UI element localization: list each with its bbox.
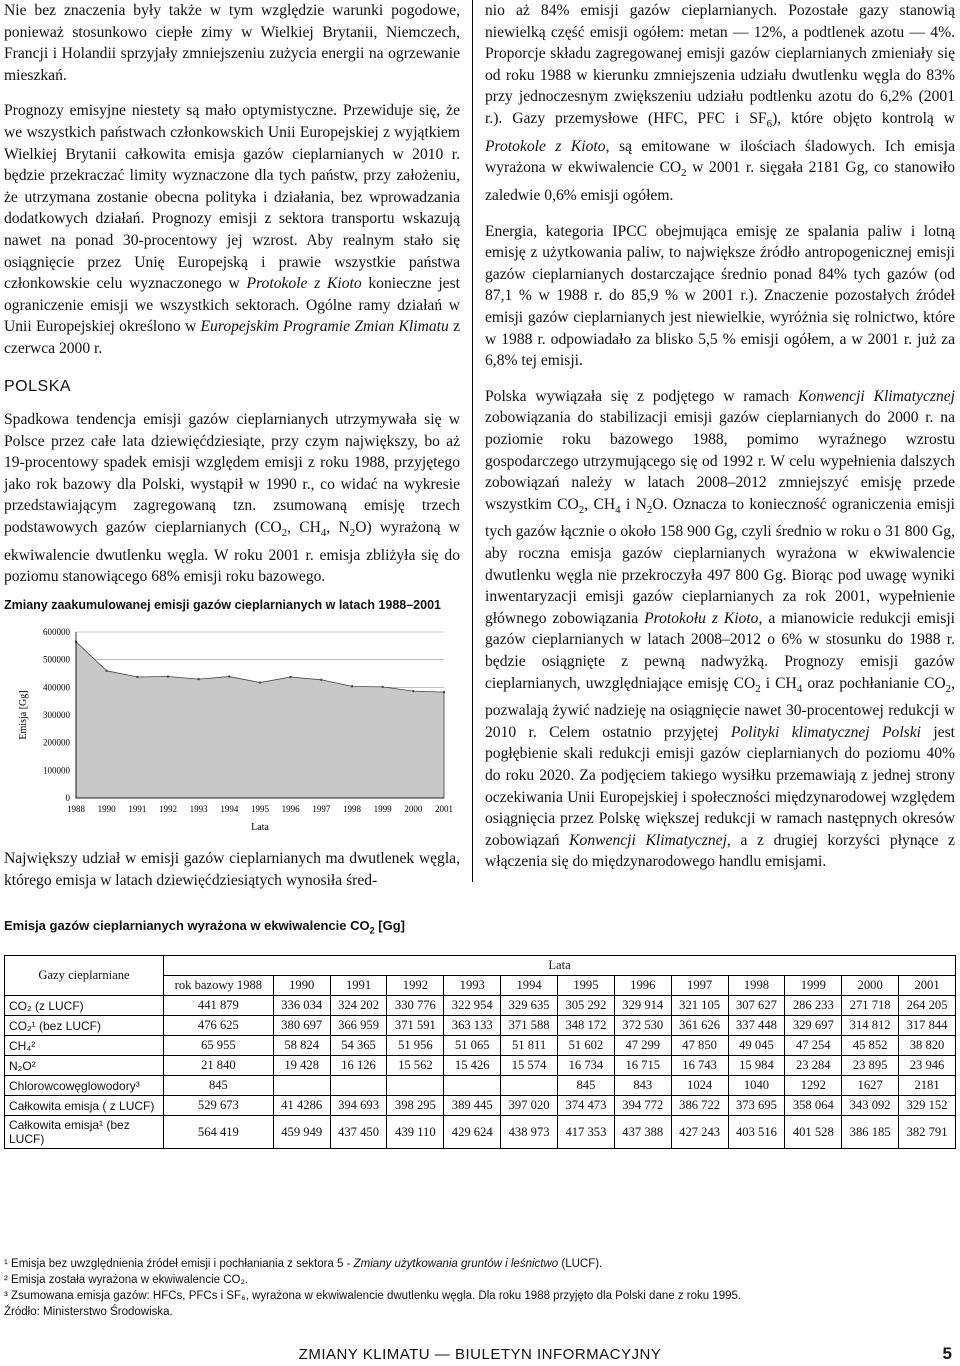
year-header: 1994	[501, 976, 558, 996]
text-italic: Zmiany użytkowania gruntów i leśnictwo	[353, 1258, 559, 1270]
table-cell: 329 697	[785, 1016, 842, 1036]
table-cell: 380 697	[273, 1016, 330, 1036]
table-cell: 51 602	[558, 1036, 615, 1056]
table-cell: 329 914	[614, 996, 671, 1016]
row-label: Całkowita emisja¹ (bez LUCF)	[5, 1116, 164, 1149]
table-cell: 324 202	[330, 996, 387, 1016]
chart-title: Zmiany zaakumulowanej emisji gazów cieplarnianych w latach 1988–2001	[4, 598, 441, 612]
table-cell: 401 528	[785, 1116, 842, 1149]
year-header: 2001	[899, 976, 956, 996]
table-cell: 439 110	[387, 1116, 444, 1149]
text: O. Oznacza to konieczność ograniczenia emisji tych gazów łącznie o około 158 900 Gg, czyli średnio w roku o 31 800 Gg, aby roczna emisja gazów cieplarnianych wyrażona w ekwiwalencie dwutlenku węgla nie przekroczyła 497 800 Gg. Biorąc pod uwagę wyniki inwentaryzacji emisji gazów cieplarnianych za rok 2001, wypełnienie głównego zobowiązania	[485, 495, 955, 627]
table-cell: 358 064	[785, 1096, 842, 1116]
table-cell: 264 205	[899, 996, 956, 1016]
row-label: CO₂¹ (bez LUCF)	[5, 1016, 164, 1036]
table-cell: 374 473	[558, 1096, 615, 1116]
subscript: 2	[681, 167, 687, 180]
table-cell: 843	[614, 1076, 671, 1096]
table-title	[4, 918, 405, 936]
table-cell: 845	[164, 1076, 274, 1096]
y-tick-label: 400000	[43, 682, 70, 693]
table-cell: 322 954	[444, 996, 501, 1016]
table-cell: 363 133	[444, 1016, 501, 1036]
data-point	[381, 686, 383, 688]
text: (LUCF).	[558, 1258, 603, 1270]
table-cell: 23 946	[899, 1056, 956, 1076]
x-tick-label: 1992	[159, 804, 177, 814]
table-cell: 437 388	[614, 1116, 671, 1149]
table-cell: 438 973	[501, 1116, 558, 1149]
table-cell: 41 4286	[273, 1096, 330, 1116]
subscript: 4	[796, 682, 803, 695]
table-cell: 15 984	[728, 1056, 785, 1076]
text: oraz pochłanianie CO	[802, 674, 946, 692]
table-cell: 305 292	[558, 996, 615, 1016]
y-tick-label: 500000	[43, 654, 70, 665]
data-point	[412, 690, 414, 692]
x-tick-label: 1996	[281, 804, 300, 814]
data-point	[259, 681, 261, 683]
subscript: 4	[320, 527, 327, 540]
page-number: 5	[942, 1344, 952, 1363]
text: , CH	[584, 495, 616, 513]
text: O) wyrażoną w ekwiwalencie dwutlenku węgla. W roku 2001 r. emisja zbliżyła się do poziomu stanowiącego 68% emisji roku bazowego.	[4, 519, 460, 586]
table-cell: 15 562	[387, 1056, 444, 1076]
table-cell: 330 776	[387, 996, 444, 1016]
table-cell: 429 624	[444, 1116, 501, 1149]
y-tick-label: 100000	[43, 765, 70, 776]
year-header: 1990	[273, 976, 330, 996]
table-cell	[273, 1076, 330, 1096]
table-cell: 21 840	[164, 1056, 274, 1076]
table-cell: 361 626	[671, 1016, 728, 1036]
text-italic: Konwencji Klimatycznej	[569, 831, 727, 849]
subscript: 4	[615, 503, 621, 516]
text: , N	[326, 519, 350, 537]
table-cell: 337 448	[728, 1016, 785, 1036]
area-series	[76, 642, 444, 798]
text: Spadkowa tendencja emisji gazów cieplarnianych utrzymywała się w Polsce przez całe lata dziewięćdziesiąte, przy czym największy, bo aż 19-procentowy spadek emisji względem emisji z roku 1988, przyjętego jako rok bazowy dla Polski, wystąpił w 1990 r., co widać na wykresie przedstawiającym zagregowaną tzn. zsumowaną emisję trzech podstawowych gazów cieplarnianych (CO	[4, 411, 460, 537]
subscript: 2	[646, 503, 653, 516]
table-body	[5, 996, 956, 1149]
data-point	[289, 676, 291, 678]
paragraph: Największy udział w emisji gazów cieplarnianych ma dwutlenek węgla, którego emisja w latach dziewięćdziesiątych wynosiła śred-	[4, 850, 460, 889]
subscript: 2	[349, 527, 356, 540]
table-cell: 16 743	[671, 1056, 728, 1076]
x-tick-label: 1990	[97, 804, 116, 814]
y-tick-label: 200000	[43, 737, 70, 748]
emission-chart	[4, 598, 460, 838]
table-cell: 307 627	[728, 996, 785, 1016]
footnotes	[4, 1256, 741, 1320]
table-cell: 16 734	[558, 1056, 615, 1076]
table-row	[5, 1116, 956, 1149]
x-tick-label: 1991	[128, 804, 147, 814]
year-header: 1999	[785, 976, 842, 996]
table-cell: 329 635	[501, 996, 558, 1016]
table-cell: 271 718	[842, 996, 899, 1016]
x-tick-label: 1993	[189, 804, 208, 814]
data-point	[197, 678, 199, 680]
row-label: Całkowita emisja ( z LUCF)	[5, 1096, 164, 1116]
right-column	[485, 0, 955, 887]
table-row	[5, 1016, 956, 1036]
table-cell: 437 450	[330, 1116, 387, 1149]
x-tick-label: 2000	[404, 804, 423, 814]
text: , a mianowicie redukcji emisji gazów cieplarnianych w latach 2008–2012 o 6% w stosunku do 1988 r. będzie osiągnięte z pewną nadwyżką. Prognozy emisji gazów cieplarnianych, uwzględniające emisję CO	[485, 609, 955, 692]
table-cell: 23 284	[785, 1056, 842, 1076]
table-cell: 564 419	[164, 1116, 274, 1149]
table-cell: 529 673	[164, 1096, 274, 1116]
text: , CH	[287, 519, 321, 537]
table-cell: 19 428	[273, 1056, 330, 1076]
table-cell: 386 185	[842, 1116, 899, 1149]
table-cell	[444, 1076, 501, 1096]
row-label: CH₄²	[5, 1036, 164, 1056]
table-row	[5, 1096, 956, 1116]
text: Prognozy emisyjne niestety są mało optymistyczne. Przewiduje się, że we wszystkich państwach członkowskich Unii Europejskiej z wyjątkiem Wielkiej Brytanii całkowita emisja gazów cieplarnianych w 2010 r. będzie przekraczać limity wyznaczone dla tych państw, przy założeniu, że utrzymana zostanie obecna polityka i działania, bez wprowadzania dodatkowych działań. Prognozy emisji z sektora transportu wskazują nawet na ponad 30-procentowy jej wzrost. Aby realnym stało się osiągnięcie przez Unię Europejską i prawie wszystkie państwa członkowskie celu wyznaczonego w	[4, 102, 460, 293]
table-cell: 321 105	[671, 996, 728, 1016]
table-cell: 58 824	[273, 1036, 330, 1056]
table-cell: 49 045	[728, 1036, 785, 1056]
text: ), które objęto kontrolą w	[772, 109, 955, 127]
table-cell: 1627	[842, 1076, 899, 1096]
paragraph	[4, 100, 460, 359]
source-note: Źródło: Ministerstwo Środowiska.	[4, 1306, 173, 1318]
year-header: 1998	[728, 976, 785, 996]
table-row	[5, 1056, 956, 1076]
x-axis-label: Lata	[251, 822, 269, 832]
data-point	[228, 675, 230, 677]
subscript: 2	[578, 503, 585, 516]
x-tick-label: 1995	[251, 804, 269, 814]
text: nio aż 84% emisji gazów cieplarnianych. Pozostałe gazy stanowią niewielką część emisji ogółem: metan — 12%, a podtlenek azotu — 4%. Proporcje składu zagregowanej emisji gazów cieplarnianych zmieniały się od roku 1988 w kierunku zmniejszenia udziału dwutlenku węgla do 83% przy jednoczesnym zwiększeniu udziału podtlenku azotu do 6,2% (2001 r.). Gazy przemysłowe (HFC, PFC i SF	[485, 2, 955, 127]
table-cell: 16 715	[614, 1056, 671, 1076]
table-cell: 54 365	[330, 1036, 387, 1056]
table-row	[5, 996, 956, 1016]
footnote: ³ Zsumowana emisja gazów: HFCs, PFCs i SF₆, wyrażona w ekwiwalencie dwutlenku węgla. Dla roku 1988 przyjęto dla Polski dane z roku 1995.	[4, 1290, 742, 1302]
table-cell: 441 879	[164, 996, 274, 1016]
text: jest pogłębienie skali redukcji emisji gazów cieplarnianych do poziomu 40% do roku 2020. Za podjęciem takiego wysiłku przemawiają z jednej strony oczekiwania Unii Europejskiej i społeczności międzynarodowej względem osiągnięcia przez Polskę większej redukcji w ramach następnych okresów zobowiązań	[485, 723, 955, 849]
x-tick-label: 2001	[435, 804, 453, 814]
row-label: N₂O²	[5, 1056, 164, 1076]
table-cell: 51 065	[444, 1036, 501, 1056]
data-point	[351, 685, 353, 687]
text-italic: Protokole z Kioto	[246, 275, 362, 293]
table-cell: 476 625	[164, 1016, 274, 1036]
data-point	[320, 679, 322, 681]
table-cell: 343 092	[842, 1096, 899, 1116]
text: Polska wywiązała się z podjętego w ramach	[485, 387, 799, 405]
x-tick-label: 1997	[312, 804, 331, 814]
table-cell: 47 299	[614, 1036, 671, 1056]
text-italic: Protokole z Kioto	[485, 137, 606, 155]
x-tick-label: 1994	[220, 804, 239, 814]
table-cell: 371 588	[501, 1016, 558, 1036]
y-tick-label: 600000	[43, 627, 70, 637]
y-tick-label: 300000	[43, 710, 70, 720]
text: Emisja gazów cieplarnianych wyrażona w ekwiwalencie CO	[4, 918, 370, 933]
year-header: 1995	[558, 976, 615, 996]
table-cell: 15 574	[501, 1056, 558, 1076]
year-header: 1992	[387, 976, 444, 996]
table-cell: 382 791	[899, 1116, 956, 1149]
year-header: 1991	[330, 976, 387, 996]
table-cell: 15 426	[444, 1056, 501, 1076]
table-cell: 366 959	[330, 1016, 387, 1036]
table-cell: 427 243	[671, 1116, 728, 1149]
table-row	[5, 1036, 956, 1056]
table-cell: 38 820	[899, 1036, 956, 1056]
table-cell: 459 949	[273, 1116, 330, 1149]
data-point	[167, 675, 169, 677]
table-cell: 314 812	[842, 1016, 899, 1036]
data-point	[136, 676, 138, 678]
text: i CH	[760, 674, 797, 692]
years-group-header: Lata	[164, 956, 956, 976]
text-italic: Polityki klimatycznej Polski	[730, 723, 921, 741]
text: z czerwca 2000 r.	[4, 318, 460, 357]
text: , a z drugiej korzyści płynące z włączenia się do międzynarodowego handlu emisjami.	[485, 831, 955, 871]
row-label: CO₂ (z LUCF)	[5, 996, 164, 1016]
table-cell: 329 152	[899, 1096, 956, 1116]
chart-svg	[4, 612, 460, 832]
table-cell: 845	[558, 1076, 615, 1096]
text: w 2001 r. sięgała 2181 Gg, co stanowiło zaledwie 0,6% emisji ogółem.	[485, 159, 955, 204]
year-header: 1993	[444, 976, 501, 996]
year-header: 1996	[614, 976, 671, 996]
column-divider	[472, 0, 473, 882]
table-cell	[501, 1076, 558, 1096]
footnote	[4, 1256, 741, 1272]
subscript: 2	[281, 527, 288, 540]
table-cell: 373 695	[728, 1096, 785, 1116]
base-year-header: rok bazowy 1988	[164, 976, 274, 996]
text: , pozwalają żywić nadzieję na osiągnięcie nawet 30-procentowej redukcji w 2010 r. Celem ostatnio przyjętej	[485, 674, 956, 741]
table-cell	[387, 1076, 444, 1096]
paragraph: Energia, kategoria IPCC obejmująca emisję ze spalania paliw i lotną emisję z użytkowania paliw, to największe źródło antropogenicznej emisji gazów cieplarnianych dostarczające średnio ponad 84% tych gazów (od 87,1 % w 1988 r. do 85,9 % w 2001 r.). Znaczenie pozostałych źródeł emisji gazów cieplarnianych jest niewielkie, wyróżnia się rolnictwo, które w 1988 r. odpowiadało za blisko 5,5 % emisji ogółem, a w 2001 r. już za 6,8% tej emisji.	[485, 222, 955, 370]
subscript: 6	[766, 118, 773, 131]
subscript: 2	[945, 682, 952, 695]
table-cell: 16 126	[330, 1056, 387, 1076]
text: [Gg]	[374, 918, 405, 933]
table-cell: 371 591	[387, 1016, 444, 1036]
row-label: Chlorowcowęglowodory³	[5, 1076, 164, 1096]
table-cell: 348 172	[558, 1016, 615, 1036]
table-cell: 403 516	[728, 1116, 785, 1149]
text-italic: Konwencji Klimatycznej	[798, 387, 955, 405]
table-cell: 51 811	[501, 1036, 558, 1056]
table-cell: 47 850	[671, 1036, 728, 1056]
paragraph	[485, 386, 955, 873]
year-header: 1997	[671, 976, 728, 996]
paragraph: Nie bez znaczenia były także w tym względzie warunki pogodowe, ponieważ stosunkowo ciepłe zimy w Wielkiej Brytanii, Niemczech, Francji i Holandii sprzyjały zmniejszeniu zużycia energii na ogrzewanie mieszkań.	[4, 2, 460, 84]
paragraph	[485, 0, 955, 207]
table-cell	[330, 1076, 387, 1096]
text: ¹ Emisja bez uwzględnienia źródeł emisji i pochłaniania z sektora 5 -	[4, 1258, 354, 1270]
x-tick-label: 1988	[67, 804, 85, 814]
table-cell: 317 844	[899, 1016, 956, 1036]
gas-header: Gazy cieplarniane	[5, 956, 164, 996]
table-cell: 336 034	[273, 996, 330, 1016]
table-cell: 397 020	[501, 1096, 558, 1116]
data-point	[443, 691, 445, 693]
table-cell: 23 895	[842, 1056, 899, 1076]
x-tick-label: 1999	[373, 804, 392, 814]
table-cell: 2181	[899, 1076, 956, 1096]
footnote: ² Emisja została wyrażona w ekwiwalencie CO₂.	[4, 1274, 249, 1286]
year-header: 2000	[842, 976, 899, 996]
table-cell: 1040	[728, 1076, 785, 1096]
table-cell: 45 852	[842, 1036, 899, 1056]
section-heading: POLSKA	[4, 377, 72, 395]
table-cell: 286 233	[785, 996, 842, 1016]
text: , są emitowane w ilościach śladowych. Ich emisja wyrażona w ekwiwalencie CO	[485, 137, 955, 177]
table-cell: 1024	[671, 1076, 728, 1096]
text: zobowiązania do stabilizacji emisji gazów cieplarnianych do 2000 r. na poziomie roku bazowego 1988, pomimo wyraźnego wzrostu gospodarczego utrzymującego się od 1992 r. W celu wypełnienia dalszych zobowiązań należy w latach 2008–2012 zmniejszyć emisję przede wszystkim CO	[485, 409, 955, 513]
table-cell: 65 955	[164, 1036, 274, 1056]
text-italic: Protokołu z Kioto	[644, 609, 759, 627]
y-tick-label: 0	[65, 793, 70, 803]
data-point	[105, 670, 107, 672]
table-cell: 51 956	[387, 1036, 444, 1056]
table-cell: 398 295	[387, 1096, 444, 1116]
subscript: 2	[369, 925, 375, 936]
left-column	[4, 0, 460, 602]
subscript: 2	[755, 682, 761, 695]
emission-table	[4, 955, 956, 1149]
table-row	[5, 1076, 956, 1096]
table-cell: 394 693	[330, 1096, 387, 1116]
table-cell: 372 530	[614, 1016, 671, 1036]
table-cell: 386 722	[671, 1096, 728, 1116]
table-cell: 417 353	[558, 1116, 615, 1149]
x-tick-label: 1998	[343, 804, 361, 814]
table-cell: 394 772	[614, 1096, 671, 1116]
table-cell: 47 254	[785, 1036, 842, 1056]
text: i N	[620, 495, 647, 513]
paragraph	[4, 409, 460, 588]
text-italic: Europejskim Programie Zmian Klimatu	[200, 318, 449, 336]
page-footer: ZMIANY KLIMATU — BIULETYN INFORMACYJNY	[298, 1346, 662, 1363]
text: konieczne jest ograniczenie emisji we wszystkich sektorach. Ogólne ramy działań w Unii Europejskiej określono w	[4, 275, 460, 336]
table-cell: 389 445	[444, 1096, 501, 1116]
y-axis-label: Emisja [Gg]	[18, 690, 29, 740]
table-cell: 1292	[785, 1076, 842, 1096]
